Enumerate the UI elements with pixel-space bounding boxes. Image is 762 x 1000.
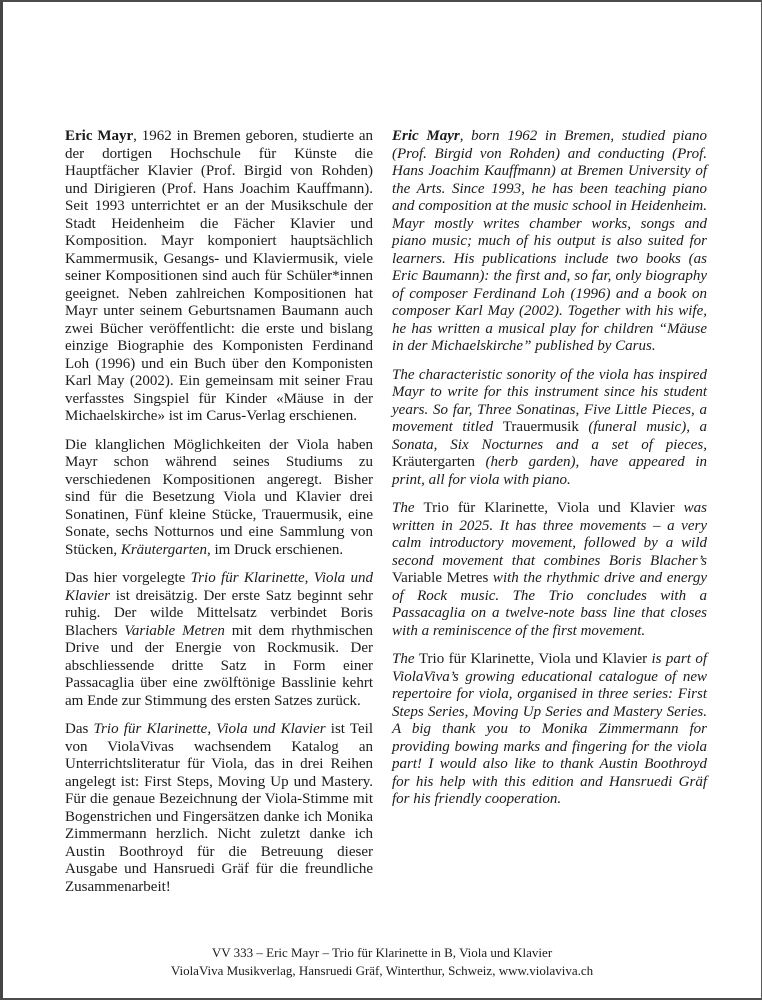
paragraph	[392, 651, 707, 809]
text-run: The	[392, 500, 424, 516]
text-run: , born 1962 in Bremen, studied piano (Prof. Birgid von Rohden) and conducting (Prof. Hans Joachim Kauffmann) at Bremen University of the Arts. Since 1993, he has been teaching piano and composition at the music school in Heidenheim. Mayr mostly writes chamber works, songs and piano music; much of his output is also suited for learners. His publications include two books (as Eric Baumann): the first and, so far, only biography of composer Ferdinand Loh (1996) and a book on composer Karl May (2002). Together with his wife, he has written a musical play for children “Mäuse in der Michaelskirche” published by Carus.	[392, 128, 708, 354]
footer-publisher-line: ViolaViva Musikverlag, Hansruedi Gräf, Winterthur, Schweiz, www.violaviva.ch	[170, 963, 594, 978]
text-run: Das hier vorgelegte	[65, 570, 191, 586]
paragraph	[392, 128, 707, 356]
paragraph	[65, 437, 373, 560]
paragraph	[65, 128, 373, 426]
text-run: , 1962 in Bremen geboren, studierte an der dortigen Hochschule für Künste die Hauptfächer Klavier (Prof. Birgid von Rohden) und Dirigieren (Prof. Hans Joachim Kauffmann). Seit 1993 unterrichtet er an der Musikschule der Stadt Heidenheim die Fächer Klavier und Komposition. Mayr komponiert hauptsächlich Kammermusik, Gesangs- und Klaviermusik, viele seiner Kompositionen sind auch für Schüler*innen geeignet. Neben zahlreichen Kompositionen hat Mayr unter seinem Geburtsnamen Baumann auch zwei Bücher veröffentlicht: die erste und bislang einzige Biographie des Komponisten Ferdinand Loh (1996) und ein Buch über den Komponisten Karl May (2002). Ein gemeinsam mit seiner Frau verfasstes Singspiel für Kinder «Mäuse in der Michaelskirche» ist im Carus-Verlag erschienen.	[65, 128, 373, 424]
text-run: Das	[65, 721, 94, 737]
paragraph	[392, 367, 707, 490]
text-run: Die klanglichen Möglichkeiten der Viola haben Mayr schon während seines Studiums zu verschiedenen Kompositionen angeregt. Bisher sind für die Besetzung Viola und Klavier drei Sonatinen, Fünf kleine Stücke, Trauermusik, eine Sonate, sechs Notturnos und eine Sammlung von Stücken,	[65, 436, 373, 558]
text-run: Variable Metren	[124, 622, 225, 639]
text-run: ist dreisätzig. Der erste Satz beginnt sehr ruhig. Der wilde Mittelsatz verbindet Boris Blachers	[65, 587, 373, 639]
text-run: , im Druck erschienen.	[206, 541, 344, 558]
text-run: is part of ViolaViva’s growing educational catalogue of new repertoire for viola, organised in three series: First Steps Series, Moving Up Series and Mastery Series. A big thank you to Monika Zimmermann for providing bowing marks and fingering for the viola part! I would also like to thank Austin Boothroyd for his help with this edition and Hansruedi Gräf for his friendly cooperation.	[392, 651, 708, 807]
paragraph	[65, 570, 373, 710]
text-run: Eric Mayr	[65, 128, 134, 144]
german-biography-column	[65, 128, 373, 907]
text-run: Trauermusik	[502, 419, 579, 435]
two-column-text-block	[65, 128, 707, 907]
page-footer	[3, 944, 761, 980]
text-run: mit dem rhythmischen Drive und der Energie von Rockmusik. Der abschliessende dritte Satz in Form einer Passacaglia über eine zwölftönige Basslinie kehrt am Ende zur Stimmung des ersten Satzes zurück.	[65, 622, 373, 709]
paragraph	[65, 721, 373, 896]
text-run: Kräutergarten	[392, 454, 476, 470]
text-run: with the rhythmic drive and energy of Rock music. The Trio concludes with a Passacaglia on a twelve-note bass line that closes with a reminiscence of the first movement.	[392, 570, 707, 639]
text-run: (funeral music), a Sonata, Six Nocturnes and a set of pieces,	[392, 419, 707, 453]
text-run: Trio für Klarinette, Viola und Klavier	[65, 570, 373, 604]
english-translation-column	[392, 128, 707, 907]
text-run: The	[392, 651, 419, 667]
text-run: was written in 2025. It has three movements – a very calm introductory movement, followed by a wild second movement that combines Boris Blacher’s	[392, 500, 708, 569]
text-run: ist Teil von ViolaVivas wachsendem Katalog an Unterrichtsliteratur für Viola, das in drei Reihen angelegt ist: First Steps, Moving Up und Mastery. Für die genaue Bezeichnung der Viola-Stimme mit Bogenstrichen und Fingersätzen danke ich Monika Zimmermann herzlich. Nicht zuletzt danke ich Austin Boothroyd für die Betreuung dieser Ausgabe und Hansruedi Gräf für die freundliche Zusammenarbeit!	[65, 721, 374, 895]
footer-catalog-line: VV 333 – Eric Mayr – Trio für Klarinette in B, Viola und Klavier	[211, 945, 553, 960]
text-run: Trio für Klarinette, Viola und Klavier	[93, 721, 326, 737]
text-run: Trio für Klarinette, Viola und Klavier	[418, 651, 648, 667]
text-run: Trio für Klarinette, Viola und Klavier	[423, 500, 675, 516]
paragraph	[392, 500, 707, 640]
text-run: (herb garden), have appeared in print, all for viola with piano.	[392, 454, 707, 488]
text-run: Variable Metres	[392, 570, 489, 586]
text-run: The characteristic sonority of the viola has inspired Mayr to write for this instrument since his student years. So far, Three Sonatinas, Five Little Pieces, a movement titled	[392, 366, 707, 435]
text-run: Kräutergarten	[120, 541, 207, 558]
text-run: Eric Mayr	[392, 128, 460, 144]
